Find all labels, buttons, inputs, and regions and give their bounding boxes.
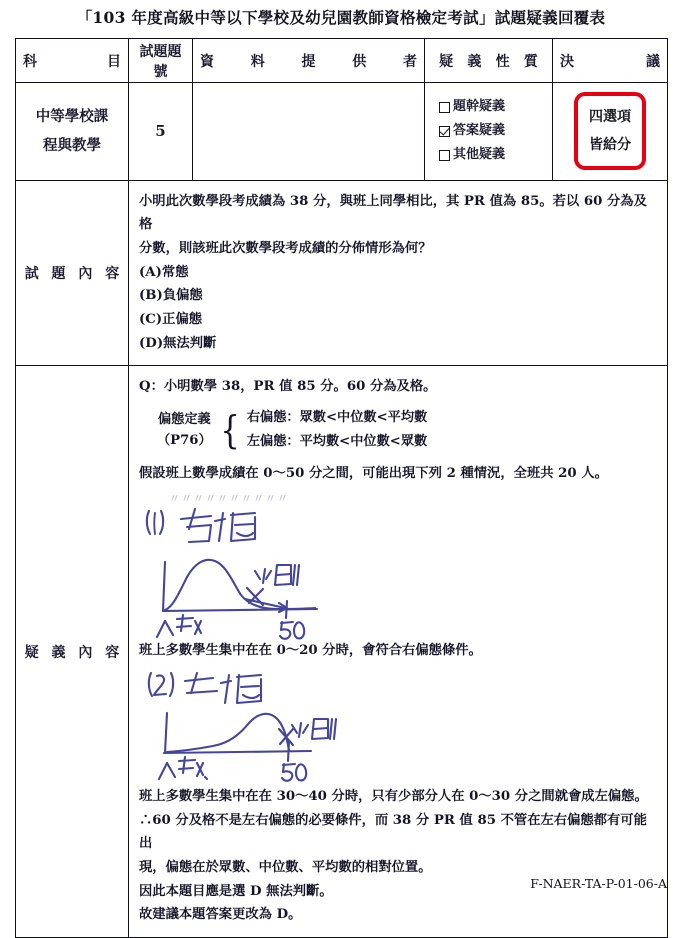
subject-cell: [16, 83, 129, 181]
skew-definition-page-ref: （P76）: [157, 433, 212, 449]
doubt-content-label: 疑 義 內 容: [16, 366, 129, 938]
curly-brace-icon: {: [220, 407, 240, 452]
decision-line-1: 四選項: [589, 109, 631, 126]
question-option-a: (A)常態: [139, 264, 189, 280]
question-content-row: [16, 180, 668, 366]
doubt-content-row: [16, 366, 668, 938]
header-provider-char-1: 資: [200, 53, 214, 70]
question-option-d: (D)無法判斷: [139, 335, 217, 351]
header-provider-char-3: 提: [301, 53, 316, 70]
question-content-cell: [129, 180, 668, 366]
doubt-conclusion-line-2: 現，偏態在於眾數、中位數、平均數的相對位置。: [139, 859, 432, 875]
decision-line-2: 皆給分: [589, 137, 631, 154]
doubt-conclusion-line-4: 故建議本題答案更改為 D。: [139, 907, 302, 923]
nature-option-other-label: 其他疑義: [453, 147, 506, 163]
header-provider: [193, 39, 425, 83]
question-option-c: (C)正偏態: [139, 311, 203, 327]
skew-right-definition: 右偏態：眾數<中位數<平均數: [246, 409, 428, 425]
header-provider-char-2: 料: [250, 53, 265, 70]
doubt-conclusion-line-3: 因此本題目應是選 D 無法判斷。: [139, 883, 333, 899]
header-subject-char-2: 目: [107, 53, 121, 70]
question-content-label: 試 題 內 容: [16, 180, 129, 366]
ink-bleedthrough-artifact: 〃〃〃〃〃〃〃〃〃〃: [169, 492, 289, 506]
question-stem-line-1: 小明此次數學段考成績為 38 分，與班上同學相比，其 PR 值為 85。若以 60 分為及格: [139, 193, 647, 233]
subject-line-2: 程與教學: [43, 137, 101, 155]
skew-definition-title: 偏態定義: [157, 412, 211, 428]
skew-definition-block: [157, 406, 657, 455]
decision-highlight-box: [574, 92, 646, 170]
table-data-row: [16, 83, 668, 181]
header-nature-char-4: 質: [523, 53, 538, 70]
checkbox-icon-other[interactable]: [439, 150, 450, 161]
header-decision-char-1: 決: [560, 53, 574, 70]
sketch-1-svg: [139, 489, 539, 639]
doubt-assumption: 假設班上數學成績在 0～50 分之間，可能出現下列 2 種情況，全班共 20 人。: [139, 465, 608, 481]
skew-definition-lines: [247, 406, 427, 455]
doubt-note-2: 班上多數學生集中在在 30～40 分時，只有少部分人在 0～30 分之間就會成左偏態。: [139, 788, 648, 804]
header-subject-char-1: 科: [23, 53, 37, 70]
handwritten-sketch-1: [139, 489, 657, 639]
nature-option-stem[interactable]: [439, 98, 552, 116]
header-decision: [553, 39, 668, 83]
table-header-row: [16, 39, 668, 83]
header-nature-char-3: 性: [495, 53, 510, 70]
doubt-note-1: 班上多數學生集中在在 0～20 分時，會符合右偏態條件。: [139, 643, 482, 659]
doubt-q-line: Q：小明數學 38，PR 值 85 分。60 分為及格。: [139, 379, 437, 395]
question-stem-line-2: 分數，則該班此次數學段考成績的分佈情形為何？: [139, 240, 432, 256]
nature-cell: [425, 83, 553, 181]
header-nature: [425, 39, 553, 83]
subject-line-1: 中等學校課: [35, 107, 109, 125]
checkbox-checked-icon-answer[interactable]: [439, 126, 450, 137]
header-provider-char-4: 供: [352, 53, 367, 70]
decision-cell: [553, 83, 668, 181]
checkbox-icon-stem[interactable]: [439, 102, 450, 113]
page-title: 「103 年度高級中等以下學校及幼兒園教師資格檢定考試」試題疑義回覆表: [76, 8, 606, 27]
review-form-table: [15, 38, 668, 938]
question-number-cell: 5: [129, 83, 193, 181]
doubt-content-cell: [129, 366, 668, 938]
header-question-number: 試題題號: [129, 39, 193, 83]
header-nature-char-2: 義: [467, 53, 482, 70]
doubt-conclusion-line-1: ∴60 分及格不是左右偏態的必要條件，而 38 分 PR 值 85 不管在左右偏態都有可能出: [139, 812, 647, 852]
header-nature-char-1: 疑: [439, 53, 454, 70]
nature-option-answer-label: 答案疑義: [453, 123, 506, 139]
sketch-2-svg: [139, 667, 539, 785]
provider-cell: [193, 83, 425, 181]
header-subject: [16, 39, 129, 83]
question-option-b: (B)負偏態: [139, 288, 203, 304]
nature-option-stem-label: 題幹疑義: [453, 99, 506, 114]
skew-left-definition: 左偏態：平均數<中位數<眾數: [246, 434, 428, 450]
nature-option-answer[interactable]: [439, 122, 552, 140]
skew-definition-title-group: [157, 409, 212, 451]
footer-form-code: F-NAER-TA-P-01-06-A: [530, 876, 667, 891]
nature-option-other[interactable]: [439, 146, 552, 164]
header-provider-char-5: 者: [403, 53, 417, 70]
header-decision-char-2: 議: [646, 53, 660, 70]
handwritten-sketch-2: [139, 667, 657, 785]
